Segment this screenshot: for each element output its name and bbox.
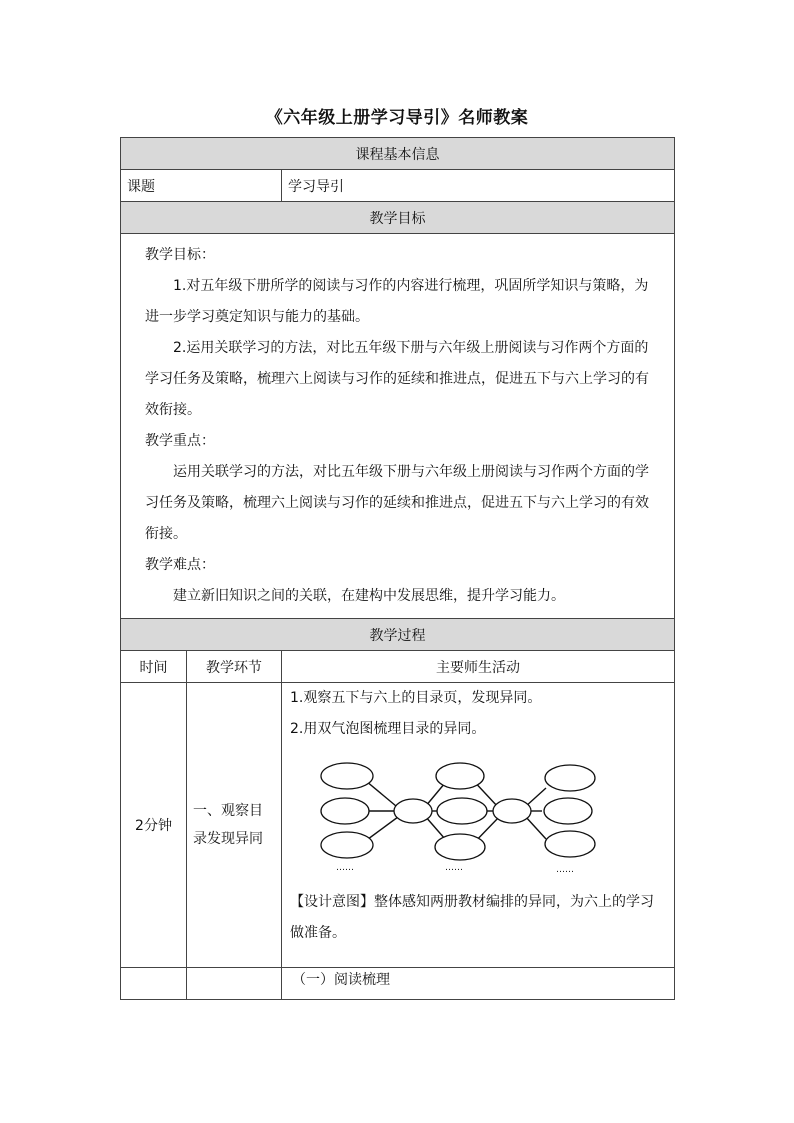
- topic-value: 学习导引: [282, 170, 675, 202]
- activity-1: 1.观察五下与六上的目录页，发现异同。: [290, 690, 542, 706]
- bubble-left-2: [321, 798, 369, 824]
- ellipsis-right: ……: [556, 865, 574, 875]
- row-1-time: 2分钟: [121, 683, 187, 968]
- objectives-header-row: [121, 202, 675, 234]
- process-columns-row: [121, 651, 675, 683]
- goal-1: 1.对五年级下册所学的阅读与习作的内容进行梳理，巩固所学知识与策略，为进一步学习奠定知识与能力的基础。: [145, 278, 649, 325]
- process-header-row: [121, 619, 675, 651]
- col-time-header: 时间: [121, 651, 187, 683]
- row-1-activity: [282, 683, 675, 968]
- process-header: 教学过程: [121, 619, 675, 651]
- bubble-center-left: [394, 799, 432, 823]
- bubble-right-1: [545, 765, 595, 791]
- bubble-right-3: [545, 831, 595, 857]
- goal-label: 教学目标：: [145, 247, 215, 263]
- double-bubble-diagram: [320, 759, 600, 879]
- topic-label: 课题: [121, 170, 282, 202]
- difficulty-label: 教学难点：: [145, 557, 215, 573]
- goal-2: 2.运用关联学习的方法，对比五年级下册与六年级上册阅读与习作两个方面的学习任务及策略，梳理六上阅读与习作的延续和推进点，促进五下与六上学习的有效衔接。: [145, 340, 649, 418]
- ellipsis-left: ……: [336, 863, 354, 873]
- key-point-text: 运用关联学习的方法，对比五年级下册与六年级上册阅读与习作两个方面的学习任务及策略，梳理六上阅读与习作的延续和推进点，促进五下与六上学习的有效衔接。: [145, 464, 649, 542]
- bubble-right-2: [544, 798, 592, 824]
- row-2-time: [121, 968, 187, 1000]
- bubble-left-3: [321, 832, 373, 858]
- bubble-shared-3: [435, 834, 485, 860]
- document-title: 《六年级上册学习导引》名师教案: [265, 108, 529, 128]
- col-activity-header: 主要师生活动: [282, 651, 675, 683]
- basic-info-header-row: [121, 138, 675, 170]
- objectives-content: [121, 234, 675, 619]
- basic-info-header: 课程基本信息: [121, 138, 675, 170]
- process-row-1: [121, 683, 675, 968]
- ellipsis-middle: ……: [445, 863, 463, 873]
- design-intent: 【设计意图】整体感知两册教材编排的异同，为六上的学习做准备。: [290, 894, 654, 941]
- bubble-shared-1: [436, 763, 484, 789]
- col-step-header: 教学环节: [187, 651, 282, 683]
- activity-2: 2.用双气泡图梳理目录的异同。: [290, 721, 486, 737]
- row-2-activity: （一）阅读梳理: [282, 968, 675, 1000]
- objectives-header: 教学目标: [121, 202, 675, 234]
- lesson-plan-table: [120, 137, 675, 1000]
- topic-row: [121, 170, 675, 202]
- process-row-2: [121, 968, 675, 1000]
- bubble-shared-2: [437, 798, 487, 824]
- row-2-step: [187, 968, 282, 1000]
- bubble-center-right: [493, 799, 531, 823]
- bubble-left-1: [321, 763, 373, 789]
- difficulty-text: 建立新旧知识之间的关联，在建构中发展思维，提升学习能力。: [173, 588, 565, 604]
- key-point-label: 教学重点：: [145, 433, 215, 449]
- row-1-step: 一、观察目录发现异同: [187, 683, 282, 968]
- objectives-content-row: [121, 234, 675, 619]
